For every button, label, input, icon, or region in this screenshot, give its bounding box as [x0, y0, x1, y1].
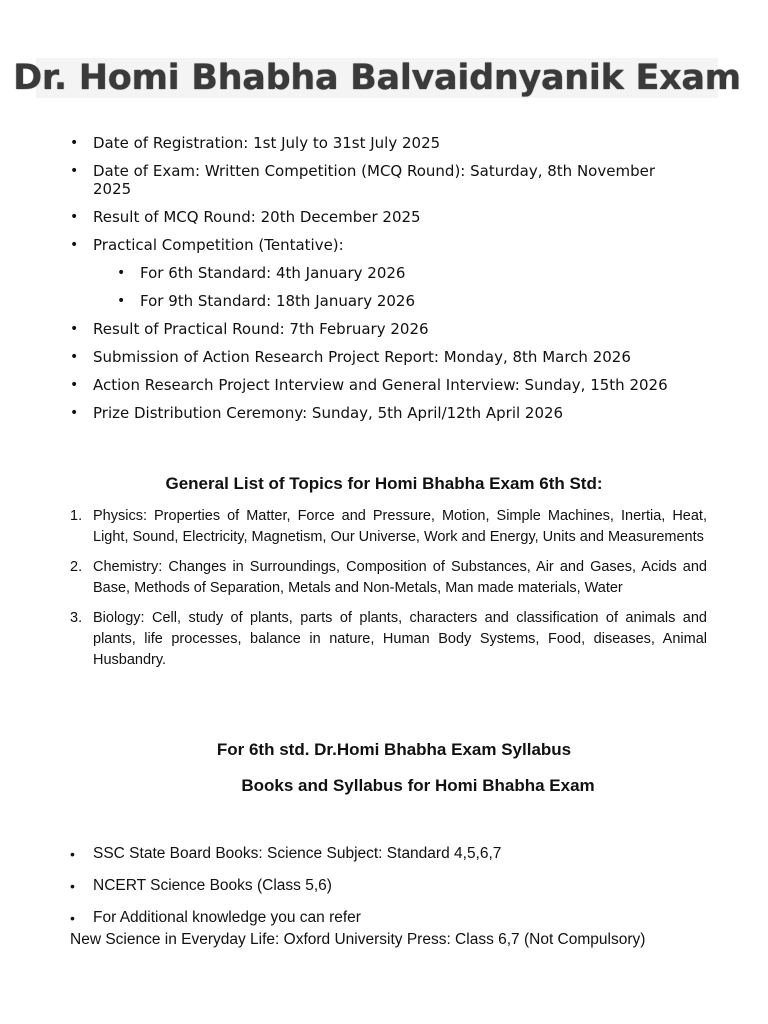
topic-item — [70, 506, 707, 548]
list-item: • Prize Distribution Ceremony: Sunday, 5th April/12th April 2026 — [70, 404, 690, 422]
topic-number: 2. — [70, 559, 83, 575]
books-note: New Science in Everyday Life: Oxford University Press: Class 6,7 (Not Compulsory) — [70, 931, 646, 948]
topics-heading: General List of Topics for Homi Bhabha Exam 6th Std: — [165, 474, 603, 493]
sub-list-item: • For 9th Standard: 18th January 2026 — [70, 292, 690, 310]
topics-list — [70, 506, 707, 680]
sub-list-item: • For 6th Standard: 4th January 2026 — [70, 264, 690, 282]
topic-number: 3. — [70, 610, 83, 626]
list-item: • Result of MCQ Round: 20th December 2025 — [70, 208, 690, 226]
syllabus-heading: For 6th std. Dr.Homi Bhabha Exam Syllabus — [216, 740, 572, 759]
topic-text: Physics: Properties of Matter, Force and Pressure, Motion, Simple Machines, Inertia, Heat, Light, Sound, Electricity, Magnetism, Our Universe, Work and Energy, Units and Measurements — [93, 508, 707, 545]
list-item: • Date of Exam: Written Competition (MCQ Round): Saturday, 8th November 2025 — [70, 162, 690, 198]
title-banner — [13, 58, 741, 98]
list-item: • SSC State Board Books: Science Subject: Standard 4,5,6,7 — [70, 844, 730, 864]
topic-item — [70, 557, 707, 599]
list-item: • Action Research Project Interview and General Interview: Sunday, 15th 2026 — [70, 376, 690, 394]
topic-text: Biology: Cell, study of plants, parts of plants, characters and classification of animals and plants, life processes, balance in nature, Human Body Systems, Food, diseases, Animal Husbandry. — [93, 610, 707, 668]
books-heading: Books and Syllabus for Homi Bhabha Exam — [241, 776, 595, 795]
list-item: • NCERT Science Books (Class 5,6) — [70, 876, 730, 896]
topic-text: Chemistry: Changes in Surroundings, Composition of Substances, Air and Gases, Acids and Base, Methods of Separation, Metals and Non-Metals, Man made materials, Water — [93, 559, 707, 596]
topic-number: 1. — [70, 508, 83, 524]
list-item: • Submission of Action Research Project Report: Monday, 8th March 2026 — [70, 348, 690, 366]
list-item: • Practical Competition (Tentative): — [70, 236, 690, 254]
schedule-list — [70, 134, 690, 432]
page-title: Dr. Homi Bhabha Balvaidnyanik Exam — [13, 58, 741, 98]
list-item: • Result of Practical Round: 7th February 2026 — [70, 320, 690, 338]
list-item: • Date of Registration: 1st July to 31st July 2025 — [70, 134, 690, 152]
topic-item — [70, 608, 707, 671]
books-list — [70, 844, 730, 950]
list-item: • For Additional knowledge you can refer — [70, 908, 730, 928]
